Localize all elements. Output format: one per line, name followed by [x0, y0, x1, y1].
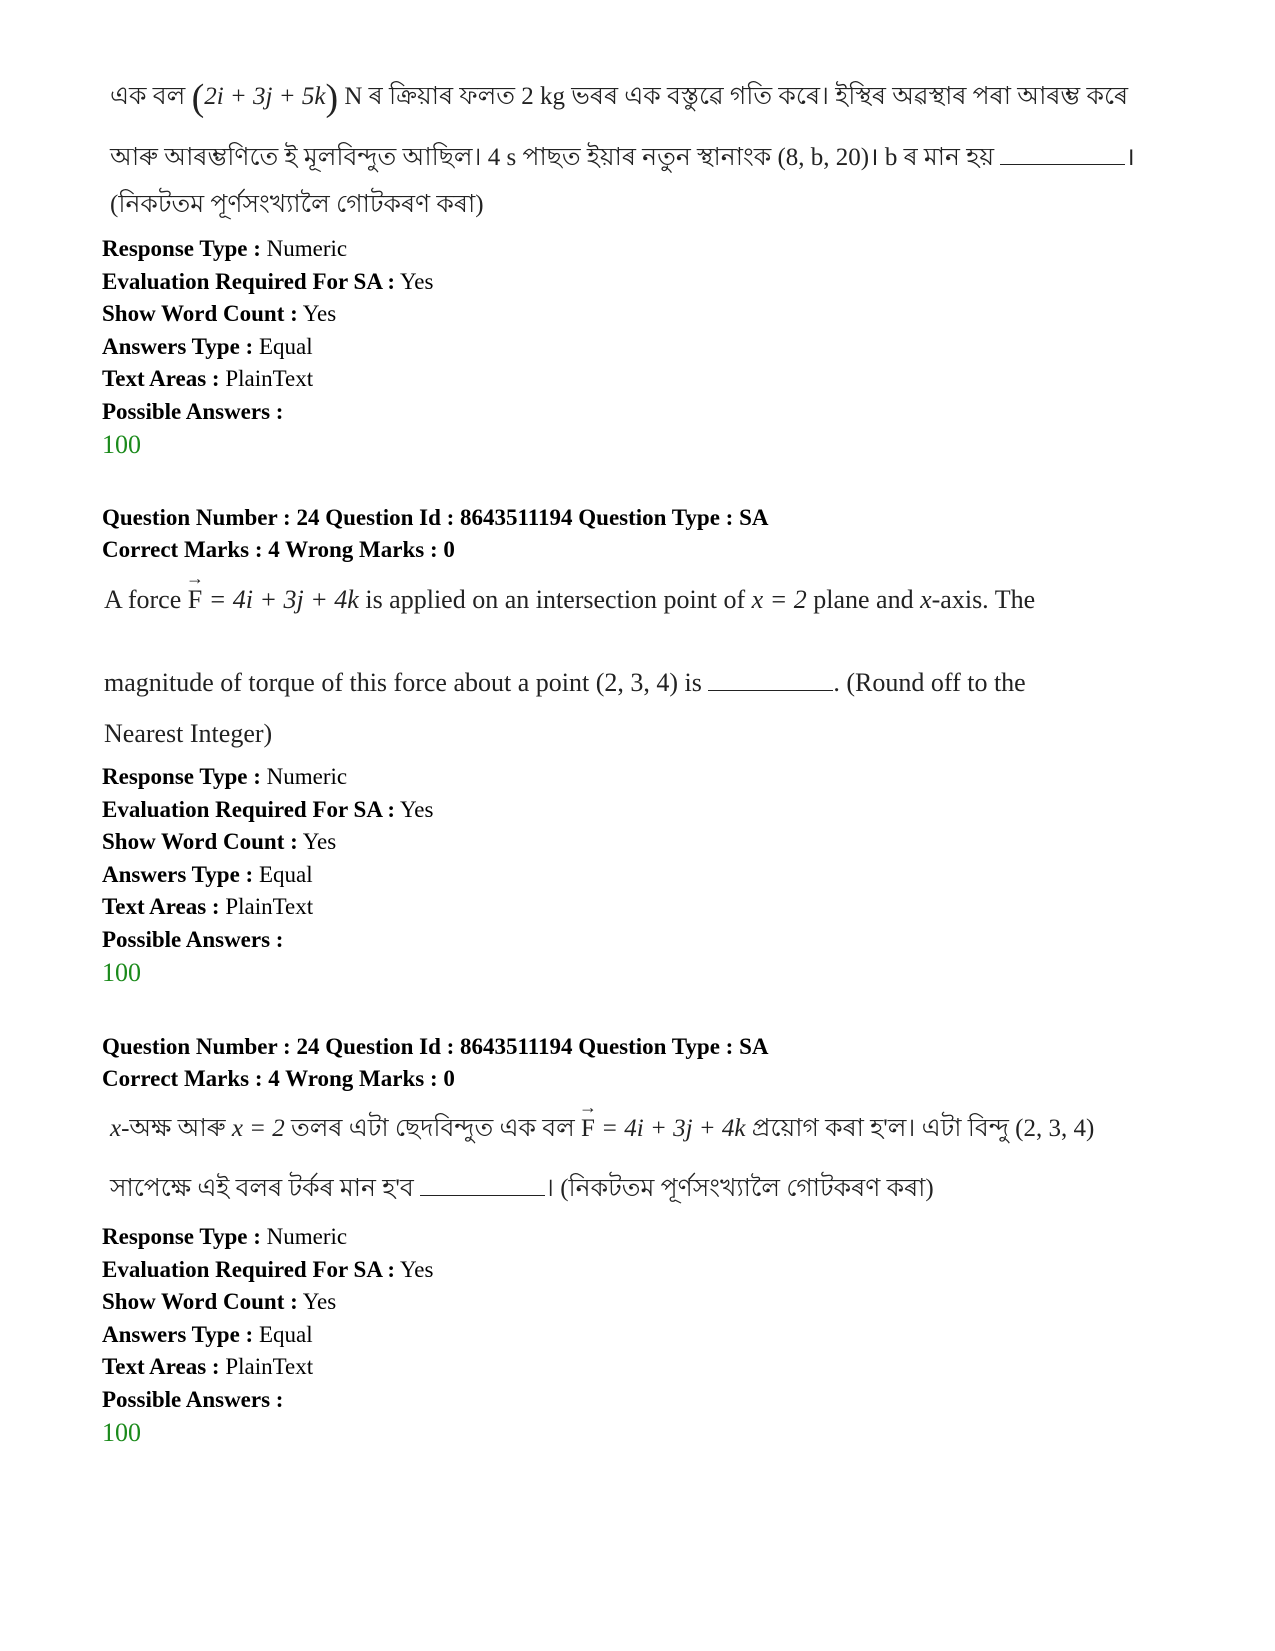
text-areas-row: Text Areas : PlainText	[102, 366, 314, 391]
question-line: সাপেক্ষে এই বলৰ টৰ্কৰ মান হ'ব । (নিকটতম পূৰ্ণসংখ্যালৈ গোটকৰণ কৰা)	[110, 1175, 934, 1202]
possible-answers-row: Possible Answers :	[102, 926, 284, 952]
question-metadata-q24-as	[102, 1221, 433, 1449]
evaluation-row: Evaluation Required For SA : Yes	[102, 796, 434, 822]
force-vector-expression: = 4i + 3j + 4k	[208, 585, 359, 614]
answer-blank	[708, 672, 833, 691]
question-line	[110, 190, 484, 220]
possible-answers-row: Possible Answers :	[102, 398, 284, 424]
possible-answer-value: 100	[102, 1418, 141, 1447]
word-count-row: Show Word Count : Yes	[102, 1289, 337, 1314]
question-line: Nearest Integer)	[104, 719, 273, 748]
force-vector-expression: = 4i + 3j + 4k	[601, 1115, 746, 1142]
force-vector-symbol: → F	[581, 1114, 595, 1144]
text-areas-row: Text Areas : PlainText	[102, 894, 314, 919]
text-areas-row: Text Areas : PlainText	[102, 1354, 314, 1379]
question-line: magnitude of torque of this force about a point (2, 3, 4) is . (Round off to the	[104, 668, 1026, 697]
question-line: A force → F = 4i + 3j + 4k is applied on an intersection point of x = 2 plane and x-axis. The	[104, 585, 1035, 615]
answers-type-row: Answers Type : Equal	[102, 333, 313, 359]
question-text-fragment: এক বল	[110, 83, 186, 110]
question-line: এক বল (2i + 3j + 5k) N ৰ ক্ৰিয়াৰ ফলত 2 kg ভৰৰ এক বস্তুৱে গতি কৰে। ইস্থিৰ অৱস্থাৰ পৰা আৰম্ভ কৰে	[110, 77, 1129, 119]
marks-header-q24-as: Correct Marks : 4 Wrong Marks : 0	[102, 1066, 455, 1091]
question-text-fragment: N ৰ ক্ৰিয়াৰ ফলত 2 kg ভৰৰ এক বস্তুৱে গতি কৰে। ইস্থিৰ অৱস্থাৰ পৰা আৰম্ভ কৰে	[344, 83, 1129, 110]
force-vector-expression: 2i + 3j + 5k	[204, 83, 326, 110]
question-line: আৰু আৰম্ভণিতে ই মূলবিন্দুত আছিল। 4 s পাছত ইয়াৰ নতুন স্থানাংক (8, b, 20)। b ৰ মান হয় ।	[110, 144, 1135, 171]
response-type-row: Response Type : Numeric	[102, 1224, 348, 1249]
possible-answer-value: 100	[102, 958, 141, 987]
response-type-row: Response Type : Numeric	[102, 236, 348, 261]
word-count-row: Show Word Count : Yes	[102, 301, 337, 326]
question-header-q24-as: Question Number : 24 Question Id : 8643511194 Question Type : SA	[102, 1034, 769, 1059]
question-metadata-q23	[102, 233, 433, 461]
word-count-row: Show Word Count : Yes	[102, 829, 337, 854]
question-text-fragment: আৰু আৰম্ভণিতে ই মূলবিন্দুত আছিল। 4 s পাছত ইয়াৰ নতুন স্থানাংক (8, b, 20)। b ৰ মান হয়	[110, 144, 995, 171]
possible-answer-value: 100	[102, 430, 141, 459]
response-type-row: Response Type : Numeric	[102, 764, 348, 789]
answer-blank	[420, 1177, 545, 1196]
marks-header-q24-en: Correct Marks : 4 Wrong Marks : 0	[102, 537, 455, 562]
force-vector-symbol: → F	[188, 585, 202, 615]
question-text-fragment: (নিকটতম পূৰ্ণসংখ্যালৈ গোটকৰণ কৰা)	[110, 191, 484, 218]
question-line: x-অক্ষ আৰু x = 2 তলৰ এটা ছেদবিন্দুত এক বল → F = 4i + 3j + 4k প্ৰয়োগ কৰা হ'ল। এটা বিন্দু (2, 3, 4)	[110, 1114, 1094, 1144]
question-header-q24-en: Question Number : 24 Question Id : 8643511194 Question Type : SA	[102, 505, 769, 530]
possible-answers-row: Possible Answers :	[102, 1386, 284, 1412]
answers-type-row: Answers Type : Equal	[102, 1321, 313, 1347]
question-metadata-q24-en	[102, 761, 433, 989]
answers-type-row: Answers Type : Equal	[102, 861, 313, 887]
evaluation-row: Evaluation Required For SA : Yes	[102, 268, 434, 294]
answer-blank	[1000, 146, 1125, 165]
evaluation-row: Evaluation Required For SA : Yes	[102, 1256, 434, 1282]
